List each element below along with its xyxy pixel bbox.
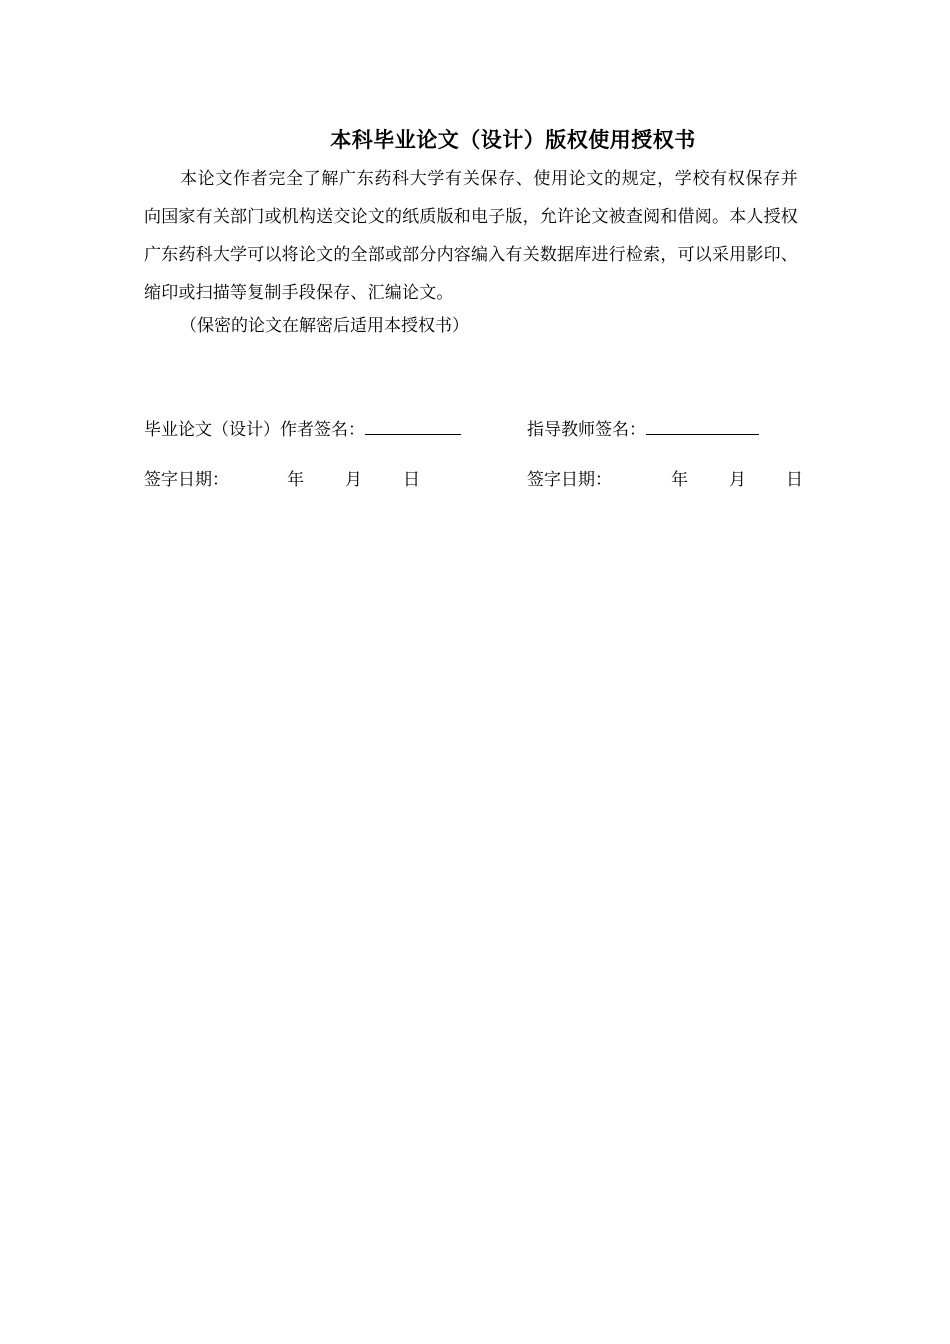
author-date-year: 年 bbox=[287, 470, 304, 490]
authorization-paragraph: 本论文作者完全了解广东药科大学有关保存、使用论文的规定，学校有权保存并向国家有关部门或机构送交论文的纸质版和电子版，允许论文被查阅和借阅。本人授权广东药科大学可以将论文的全部或部分内容编入有关数据库进行检索，可以采用影印、缩印或扫描等复制手段保存、汇编论文。 bbox=[144, 169, 798, 303]
advisor-signature-line[interactable] bbox=[646, 416, 759, 435]
advisor-date-label: 签字日期： bbox=[527, 470, 612, 490]
advisor-date-day: 日 bbox=[786, 470, 803, 490]
advisor-signature-label: 指导教师签名： bbox=[527, 420, 646, 440]
confidential-note: （保密的论文在解密后适用本授权书） bbox=[180, 316, 469, 336]
author-date-day: 日 bbox=[403, 470, 420, 490]
author-signature-line[interactable] bbox=[365, 416, 461, 435]
advisor-date-month: 月 bbox=[729, 470, 746, 490]
advisor-signature-row bbox=[527, 416, 759, 444]
author-signature-label: 毕业论文（设计）作者签名： bbox=[144, 420, 365, 440]
advisor-date-year: 年 bbox=[671, 470, 688, 490]
page-title: 本科毕业论文（设计）版权使用授权书 bbox=[330, 128, 696, 152]
author-date-label: 签字日期： bbox=[144, 470, 229, 490]
author-date-month: 月 bbox=[345, 470, 362, 490]
author-signature-row bbox=[144, 416, 461, 444]
